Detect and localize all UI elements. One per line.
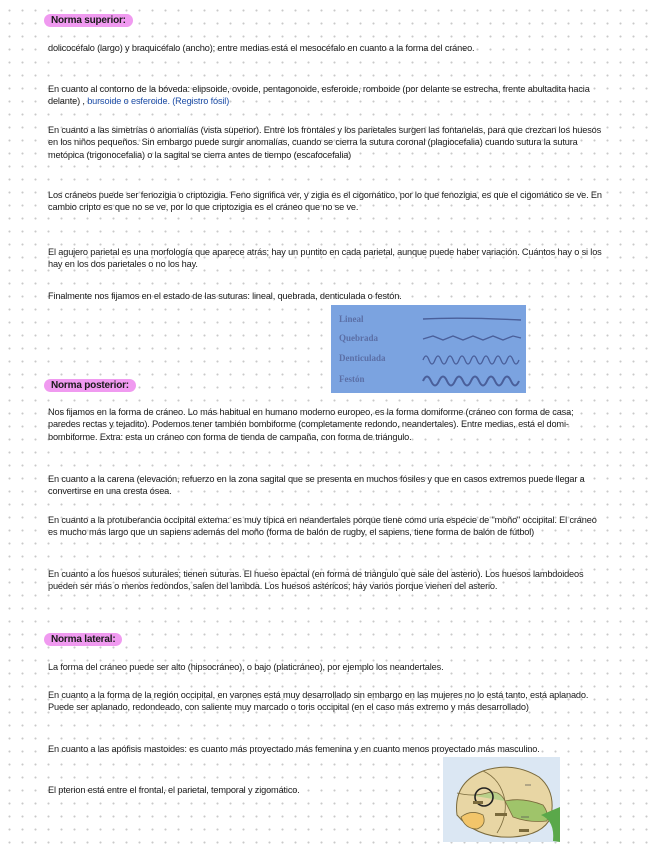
fossil-record-link[interactable]: bursoide o esferoide. (Registro fósil) xyxy=(87,96,230,107)
suture-line-lineal xyxy=(423,318,521,320)
lateral-paragraph-pterion: El pterion está entre el frontal, el parietal, temporal y zigomático. xyxy=(48,785,300,795)
posterior-paragraph-protuberance: En cuanto a la protuberancia occipital externa: es muy típica en neandertales porque tiene como una especie de "moño" occipital. El cráneo es mucho más largo que un sapiens además del moño (forma de balón de rugby, el sapiens, tiene forma de balón de fútbol) xyxy=(48,515,597,538)
superior-paragraph-contour xyxy=(48,83,608,108)
lateral-paragraph-occipital: En cuanto a la forma de la región occipital, en varones está muy desarrollado sin embargo en las mujeres no lo está tanto, está aplanado. Puede ser aplanado, redondeado, con saliente muy marcado o toris occipital (en el caso más extremo y más desarrollado) xyxy=(48,690,589,713)
suture-line-quebrada xyxy=(423,336,521,340)
section-title-posterior: Norma posterior: xyxy=(44,379,136,392)
posterior-paragraph-carena: En cuanto a la carena (elevación, refuerzo en la zona sagital que se presenta en muchos fósiles y que en casos extremos puede llegar a convertirse en una cresta ósea. xyxy=(48,474,585,497)
superior-paragraph-parietal-foramen: El agujero parietal es una morfología que aparece atrás; hay un puntito en cada parietal, aunque puede haber variación. Cuántos hay o si los hay en los dos parietales o no los hay. xyxy=(48,247,602,270)
suture-label-lineal: Lineal xyxy=(339,314,364,324)
lateral-paragraph-height: La forma del cráneo puede ser alto (hipsocráneo), o bajo (platicráneo), por ejemplo los neandertales. xyxy=(48,662,444,672)
skull-lateral-image xyxy=(443,757,560,842)
section-title-superior: Norma superior: xyxy=(44,14,133,27)
suture-label-denticulada: Denticulada xyxy=(339,353,386,363)
posterior-paragraph-shape: Nos fijamos en la forma de cráneo. Lo más habitual en humano moderno europeo, es la forma domiforme (cráneo con forma de casa; paredes rectas y tejadito). Podemos tener también bombiforme (completamente redondo, neandertales). Entre medias, está el domi-bombiforme. Extra: esta un cráneo con forma de tienda de campaña, con forma de triángulo. xyxy=(48,407,574,442)
superior-paragraph-sutures: Finalmente nos fijamos en el estado de las suturas: lineal, quebrada, denticulada o festón. xyxy=(48,291,402,301)
section-title-lateral: Norma lateral: xyxy=(44,633,122,646)
contour-text: En cuanto al contorno de la bóveda: elipsoide, ovoide, pentagonoide, esferoide, romboide (por delante se estrecha, frente abultadita hacia delante) , xyxy=(48,84,590,107)
suture-label-quebrada: Quebrada xyxy=(339,333,379,343)
superior-paragraph-symmetry: En cuanto a las simetrías o anomalías (vista superior). Entre los frontales y los parietales surgen las fontanelas, para que crezcan los huesos en los niños pequeños. Sin embargo puede surgir anomalías, cuando se cierra la sutura coronal (plagiocefalia) cuando sutura la sutura metópica (trigonocefalia) o la sagital se cierra antes de tiempo (escafocefalia) xyxy=(48,125,602,160)
suture-line-denticulada xyxy=(423,356,519,364)
suture-types-image xyxy=(331,305,526,393)
superior-paragraph-zygia: Los cráneos puede ser fenozigia o criptozigia. Feno significa ver, y zigia es el cigomático, por lo que fenozigia, es que el cigomático se ve. En cambio cripto es que no se ve, por lo que criptozigia es el cráneo que no se ve. xyxy=(48,190,602,213)
lateral-paragraph-mastoid: En cuanto a las apófisis mastoides: es cuanto más proyectado más femenina y en cuanto menos proyectado más masculino. xyxy=(48,744,540,754)
suture-label-feston: Festón xyxy=(339,374,365,384)
superior-paragraph-shape: dolicocéfalo (largo) y braquicéfalo (ancho); entre medias está el mesocéfalo en cuanto a la forma del cráneo. xyxy=(48,43,475,53)
posterior-paragraph-sutural-bones: En cuanto a los huesos suturales; tienen suturas. El hueso epactal (en forma de triángulo que sale del asterio). Los huesos lambdoideos pueden ser más o menos redondos, salen del lambda. Los huesos astéricos; hay varios porque vienen del asterio. xyxy=(48,569,584,592)
suture-line-feston xyxy=(423,377,519,386)
